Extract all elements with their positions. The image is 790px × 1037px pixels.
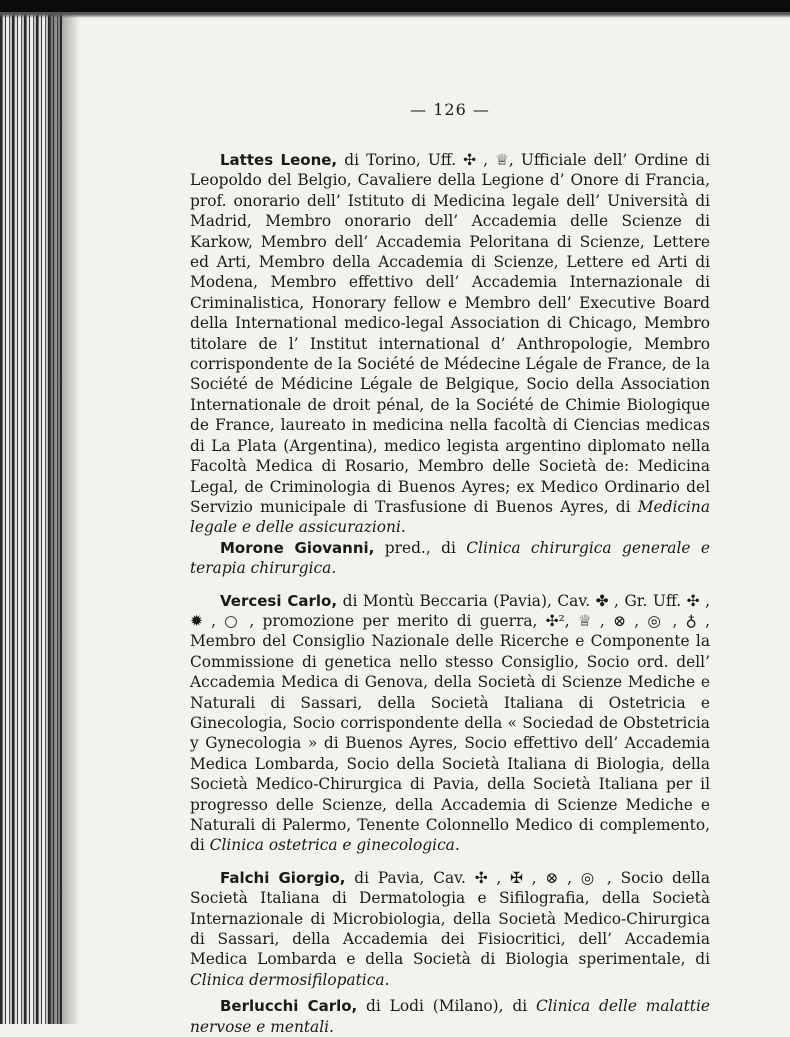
entry-text: di Lodi (Milano), di bbox=[357, 997, 536, 1016]
entry-text: di Pavia, Cav. ✣ , ✠ , ⊗ , ◎ , Socio della Società Italiana di Dermatologia e Sifilografia, della Società Internazionale di Microbiologia, della Società Medico-Chirurgica di Sassari, della Accademia dei Fisiocritici, dell’ Accademia Medica Lombarda e della Società di Biologia sperimentale, di bbox=[190, 868, 710, 969]
page-number: — 126 — bbox=[410, 100, 490, 119]
entry-vercesi-carlo bbox=[190, 591, 710, 856]
entry-subject: Clinica dermosifilopatica. bbox=[190, 970, 390, 989]
entry-subject: Clinica delle malattie nervose e mentali. bbox=[190, 997, 710, 1036]
entry-text: pred., di bbox=[374, 538, 467, 557]
entry-name: Falchi Giorgio, bbox=[220, 868, 346, 887]
entry-name: Morone Giovanni, bbox=[220, 538, 375, 557]
entry-text: di Montù Beccaria (Pavia), Cav. ✤ , Gr. Uff. ✣ , ✹ , ○ , promozione per merito di guerra, ✣², ♕ , ⊗ , ◎ , ♁ , Membro del Consiglio Nazionale delle Ricerche e Componente la Commissione di genetica nello stesso Consiglio, Socio ord. dell’ Accademia Medica di Genova, della Società di Scienze Mediche e Naturali di Sassari, della Società Italiana di Ostetricia e Ginecologia, Socio corrispondente della « Sociedad de Obstetricia y Gynecologia » di Buenos Ayres, Socio effettivo dell’ Accademia Medica Lombarda, Socio della Società Italiana di Biologia, della Società Medico-Chirurgica di Pavia, della Società Italiana per il progresso delle Scienze, della Accademia di Scienze Mediche e Naturali di Palermo, Tenente Colonnello Medico di complemento, di bbox=[190, 591, 710, 855]
entry-subject: Medicina legale e delle assicurazioni. bbox=[190, 497, 710, 537]
entry-name: Vercesi Carlo, bbox=[220, 591, 338, 610]
entry-subject: Clinica ostetrica e ginecologica. bbox=[209, 836, 460, 855]
faculty-list bbox=[190, 150, 710, 1037]
entry-berlucchi-carlo bbox=[190, 996, 710, 1037]
scan-top-edge bbox=[0, 0, 790, 18]
entry-name: Berlucchi Carlo, bbox=[220, 997, 358, 1016]
entry-subject: Clinica chirurgica generale e terapia chirurgica. bbox=[190, 538, 711, 578]
entry-text: di Torino, Uff. ✣ , ♕, Ufficiale dell’ Ordine di Leopoldo del Belgio, Cavaliere della Legione d’ Onore di Francia, prof. onorario dell’ Istituto di Medicina legale dell’ Università di Madrid, Membro onorario dell’ Accademia delle Scienze di Karkow, Membro dell’ Accademia Peloritana di Scienze, Lettere ed Arti, Membro della Accademia di Scienze, Lettere ed Arti di Modena, Membro effettivo dell’ Accademia Internazionale di Criminalistica, Honorary fellow e Membro dell’ Executive Board della International medico-legal Association di Chicago, Membro titolare de l’ Institut international d’ Anthropologie, Membro corrispondente de la Société de Médecine Légale de France, de la Société de Médicine Légale de Belgique, Socio della Association Internationale de droit pénal, de la Société de Chimie Biologique de France, laureato in medicina nella facoltà di Ciencias medicas di La Plata (Argentina), medico legista argentino diplomato nella Facoltà Medica di Rosario, Membro delle Società de: Medicina Legal, de Criminologia di Buenos Ayres; ex Medico Ordinario del Servizio municipale di Trasfusione di Buenos Ayres, di bbox=[190, 151, 710, 516]
entry-morone-giovanni bbox=[190, 538, 710, 579]
entry-name: Lattes Leone, bbox=[220, 151, 338, 169]
entry-falchi-giorgio bbox=[190, 868, 710, 990]
entry-lattes-leone bbox=[190, 150, 710, 538]
binding-shadow bbox=[50, 0, 80, 1024]
